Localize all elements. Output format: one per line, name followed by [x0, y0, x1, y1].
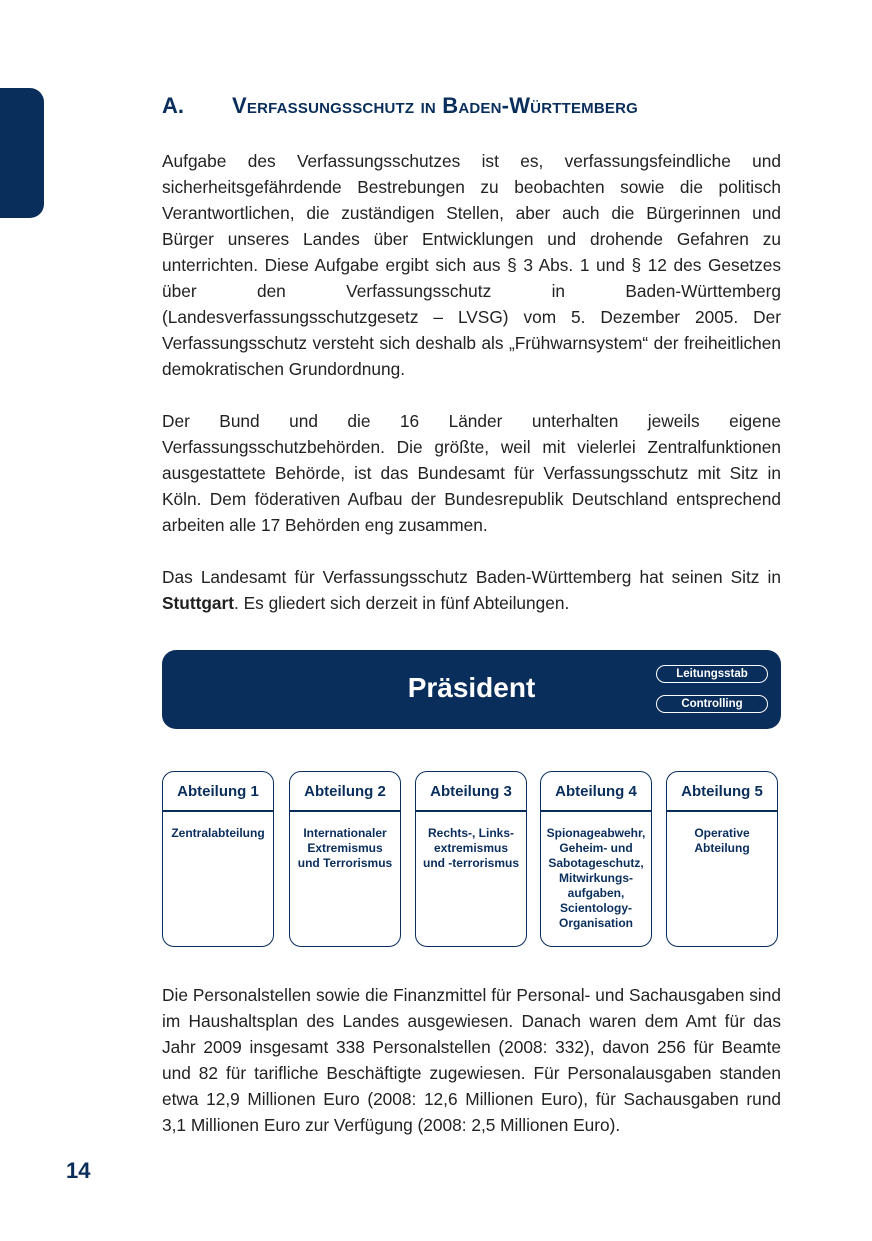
- department-description: Rechts-, Links- extremismus und -terrorismus: [422, 826, 519, 870]
- headquarters-city: Stuttgart: [162, 593, 234, 613]
- staff-unit-controlling: Controlling: [656, 695, 768, 713]
- section-title: Verfassungsschutz in Baden-Württemberg: [232, 93, 638, 118]
- department-title: Abteilung 4: [541, 772, 651, 812]
- section-number: A.: [162, 93, 184, 118]
- paragraph-budget: Die Personalstellen sowie die Finanzmittel für Personal- und Sachausgaben sind im Haushaltsplan des Landes ausgewiesen. Danach waren dem Amt für das Jahr 2009 insgesamt 338 Personalstellen (2008: 332), davon 256 für Beamte und 82 für tarifliche Beschäftigte zugewiesen. Für Personalausgaben standen etwa 12,9 Millionen Euro (2008: 12,6 Millionen Euro), für Sachausgaben rund 3,1 Millionen Euro zur Verfügung (2008: 2,5 Millionen Euro).: [162, 985, 781, 1135]
- department-description: Zentralabteilung: [171, 826, 265, 840]
- org-chart-president-box: [162, 650, 781, 729]
- paragraph-headquarters-text-2: . Es gliedert sich derzeit in fünf Abteilungen.: [234, 593, 570, 613]
- department-description: Internationaler Extremismus und Terrorismus: [297, 826, 393, 870]
- page-number: 14: [66, 1158, 91, 1183]
- department-description: Spionageabwehr, Geheim- und Sabotageschutz, Mitwirkungs- aufgaben, Scientology- Organisation: [546, 826, 646, 930]
- department-title: Abteilung 1: [163, 772, 273, 812]
- chapter-tab-marker: [0, 88, 44, 218]
- department-box-2: [289, 771, 401, 947]
- paragraph-task: Aufgabe des Verfassungsschutzes ist es, verfassungsfeindliche und sicherheitsgefährdende Bestrebungen zu beobachten sowie die politisch Verantwortlichen, die zuständigen Stellen, aber auch die Bürgerinnen und Bürger unseres Landes über Entwicklungen und drohende Gefahren zu unterrichten. Diese Aufgabe ergibt sich aus § 3 Abs. 1 und § 12 des Gesetzes über den Verfassungsschutz in Baden-Württemberg (Landesverfassungsschutzgesetz – LVSG) vom 5. Dezember 2005. Der Verfassungsschutz versteht sich deshalb als „Frühwarnsystem“ der freiheitlichen demokratischen Grundordnung.: [162, 151, 781, 379]
- department-description: Operative Abteilung: [694, 826, 750, 855]
- department-box-5: [666, 771, 778, 947]
- department-title: Abteilung 2: [290, 772, 400, 812]
- paragraph-headquarters-text-1: Das Landesamt für Verfassungsschutz Baden-Württemberg hat seinen Sitz in: [162, 567, 781, 587]
- staff-unit-leitungsstab: Leitungsstab: [656, 665, 768, 683]
- department-title: Abteilung 5: [667, 772, 777, 812]
- department-box-1: [162, 771, 274, 947]
- department-box-4: [540, 771, 652, 947]
- section-heading: [162, 92, 782, 120]
- paragraph-federal-structure: Der Bund und die 16 Länder unterhalten jeweils eigene Verfassungsschutzbehörden. Die größte, weil mit vielerlei Zentralfunktionen ausgestattete Behörde, ist das Bundesamt für Verfassungsschutz mit Sitz in Köln. Dem föderativen Aufbau der Bundesrepublik Deutschland entsprechend arbeiten alle 17 Behörden eng zusammen.: [162, 411, 781, 535]
- paragraph-headquarters: [162, 564, 781, 616]
- department-title: Abteilung 3: [416, 772, 526, 812]
- president-label: Präsident: [407, 672, 536, 703]
- department-box-3: [415, 771, 527, 947]
